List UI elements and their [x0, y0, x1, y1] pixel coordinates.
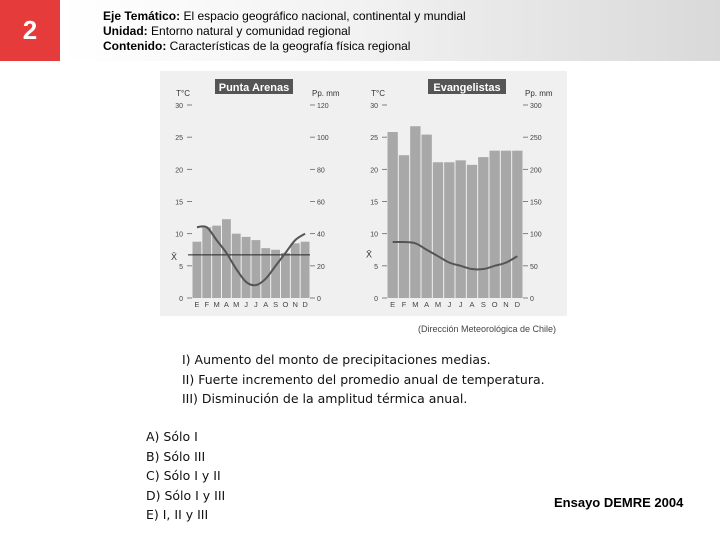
chart-2-ytick-left-label: 30: [370, 103, 378, 110]
chart-1-ytick-left-label: 5: [179, 263, 183, 271]
option-e[interactable]: E) I, II y III: [146, 507, 209, 522]
chart-2-ytick-left-label: 20: [370, 167, 378, 175]
chart-2-xtick-label: S: [480, 300, 486, 309]
slide-number: 2: [0, 0, 60, 61]
chart-2-xtick-label: J: [458, 300, 463, 309]
chart-1-ytick-left-label: 25: [175, 135, 183, 143]
chart-2-bar: [410, 126, 420, 298]
chart-2-ylabel-left: T°C: [371, 89, 385, 98]
chart-1-ytick-left-label: 10: [175, 231, 183, 239]
chart-1-ytick-left-label: 0: [179, 296, 183, 303]
chart-1-ylabel-left: T°C: [176, 89, 190, 98]
chart-1-ylabel-right: Pp. mm: [312, 89, 340, 98]
chart-1-ytick-right-label: 40: [317, 231, 325, 239]
statement-3: III) Disminución de la amplitud térmica anual.: [182, 391, 468, 406]
chart-2-ytick-left-label: 5: [374, 263, 378, 271]
chart-1-ytick-right-label: 60: [317, 199, 325, 207]
chart-1-ytick-right-label: 120: [317, 103, 329, 110]
chart-1-ytick-right-label: 20: [317, 263, 325, 271]
chart-1-xtick-label: D: [302, 300, 308, 309]
chart-1-bar: [271, 250, 280, 298]
statement-1: I) Aumento del monto de precipitaciones medias.: [182, 352, 491, 367]
chart-1-xtick-label: A: [263, 300, 269, 309]
chart-2-bar: [490, 151, 500, 298]
option-a[interactable]: A) Sólo I: [146, 429, 198, 444]
chart-2-xtick-label: M: [434, 300, 442, 309]
chart-2-ytick-left-label: 15: [370, 199, 378, 207]
chart-2-xtick-label: A: [469, 300, 475, 309]
option-b[interactable]: B) Sólo III: [146, 448, 206, 464]
chart-1-bar: [291, 243, 300, 298]
answer-options: [146, 427, 225, 525]
chart-2-bar: [399, 155, 409, 298]
chart-1-xtick-label: J: [254, 300, 258, 309]
chart-2-xtick-label: M: [412, 300, 419, 309]
chart-2-bar: [467, 165, 477, 298]
chart-1-bar: [281, 253, 290, 298]
chart-1-bar: [242, 237, 251, 298]
chart-2-xtick-label: E: [390, 300, 396, 309]
chart-2-ytick-left-label: 25: [370, 135, 378, 143]
chart-2-ytick-right-label: 150: [530, 199, 542, 207]
climate-charts: [160, 71, 567, 316]
chart-1-bar: [193, 242, 202, 298]
chart-2-xtick-label: J: [447, 300, 452, 309]
chart-2-bar: [512, 151, 522, 298]
chart-1-xtick-label: A: [223, 300, 229, 309]
chart-1-xtick-label: E: [194, 300, 200, 309]
chart-2-ytick-right-label: 50: [530, 263, 538, 271]
chart-1-ytick-right-label: 0: [317, 296, 321, 303]
climate-figure: [160, 71, 567, 316]
chart-2-mean-label: X̄: [365, 249, 373, 260]
chart-2-bar: [388, 132, 398, 298]
chart-1-xtick-label: S: [273, 300, 279, 309]
header: [103, 9, 466, 54]
chart-1-xtick-label: O: [282, 300, 289, 309]
chart-2-bar: [444, 162, 454, 298]
chart-2-bar: [501, 151, 511, 298]
chart-2-ytick-left-label: 10: [370, 231, 378, 239]
chart-2-bar: [433, 162, 443, 298]
chart-2-ytick-right-label: 0: [530, 296, 534, 303]
chart-2-ytick-right-label: 200: [530, 167, 542, 175]
chart-2-xtick-label: A: [424, 300, 430, 309]
chart-1-title: Punta Arenas: [218, 82, 290, 94]
chart-1-ytick-left-label: 15: [175, 199, 183, 207]
chart-1-xtick-label: J: [244, 300, 248, 309]
statement-2: II) Fuerte incremento del promedio anual de temperatura.: [182, 371, 545, 387]
footer-source: Ensayo DEMRE 2004: [554, 495, 684, 510]
chart-1-xtick-label: N: [292, 300, 298, 309]
chart-1-bar: [261, 248, 270, 298]
chart-1-xtick-label: M: [233, 300, 240, 309]
chart-2-xtick-label: F: [401, 300, 407, 309]
chart-2-ytick-right-label: 300: [530, 103, 542, 110]
header-eje: Eje Temático: El espacio geográfico nacional, continental y mundial: [103, 9, 466, 23]
chart-2-bar: [478, 157, 488, 298]
chart-1-mean-label: X̄: [170, 251, 178, 262]
chart-2-ytick-left-label: 0: [374, 296, 378, 303]
chart-2-ytick-right-label: 250: [530, 135, 542, 143]
source-note: (Dirección Meteorológica de Chile): [418, 324, 557, 334]
chart-2-bar: [456, 160, 466, 298]
chart-2-xtick-label: N: [503, 300, 509, 309]
chart-1-bar: [202, 227, 211, 298]
option-d[interactable]: D) Sólo I y III: [146, 487, 226, 503]
chart-2-title: Evangelistas: [433, 82, 501, 94]
chart-2-ylabel-right: Pp. mm: [525, 89, 553, 98]
chart-2-ytick-right-label: 100: [530, 231, 542, 239]
chart-2-xtick-label: O: [491, 300, 498, 309]
chart-1-bar: [252, 240, 261, 298]
chart-2-xtick-label: D: [514, 300, 521, 309]
chart-1-ytick-right-label: 80: [317, 167, 325, 175]
chart-1-ytick-left-label: 30: [175, 103, 183, 110]
header-contenido: Contenido: Características de la geografía física regional: [103, 39, 411, 53]
statements: [182, 350, 545, 409]
chart-2-bar: [422, 135, 432, 298]
chart-1-xtick-label: M: [213, 300, 220, 309]
chart-1-xtick-label: F: [204, 300, 210, 309]
chart-1-ytick-right-label: 100: [317, 135, 329, 143]
header-unidad: Unidad: Entorno natural y comunidad regional: [103, 24, 351, 38]
chart-1-ytick-left-label: 20: [175, 167, 183, 175]
chart-1-bar: [301, 242, 310, 298]
option-c[interactable]: C) Sólo I y II: [146, 468, 221, 483]
